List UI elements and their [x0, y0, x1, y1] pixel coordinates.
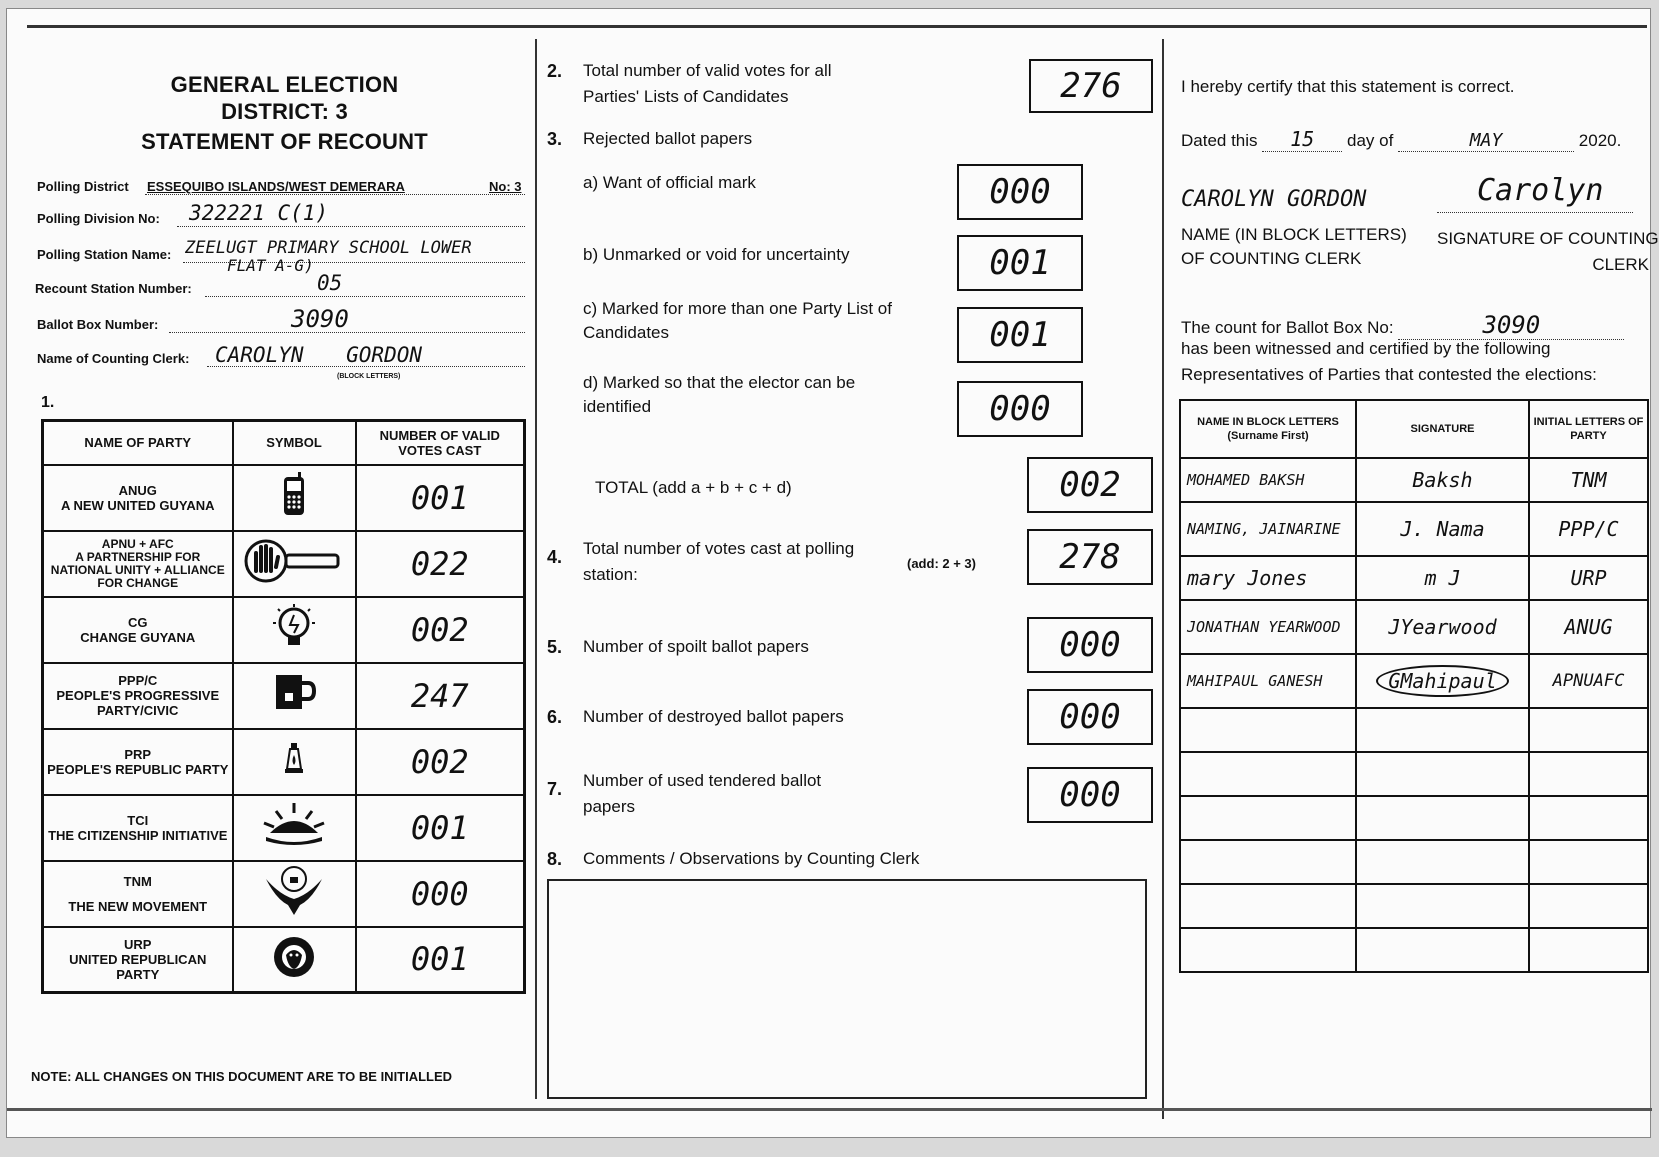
counting-clerk-value: CAROLYN GORDON: [215, 343, 423, 367]
empty-cell[interactable]: [1356, 752, 1529, 796]
name-label-2: OF COUNTING CLERK: [1181, 249, 1362, 268]
party-name-cell: [43, 795, 233, 861]
multiple-marks-box: 001: [957, 307, 1083, 363]
left-column: [35, 49, 532, 982]
dated-year: 2020.: [1578, 131, 1622, 150]
party-name-cell: [43, 927, 233, 993]
votes-cell: 247: [356, 663, 525, 729]
rep-party: PPP/C: [1529, 502, 1648, 556]
votes-cell: 001: [356, 795, 525, 861]
header-symbol: SYMBOL: [233, 421, 356, 465]
polling-station-value-1: ZEELUGT PRIMARY SCHOOL LOWER: [185, 238, 472, 258]
rep-signature: J. Nama: [1356, 502, 1529, 556]
empty-cell[interactable]: [1180, 928, 1356, 972]
counting-clerk-label: Name of Counting Clerk:: [37, 351, 190, 366]
item-5-number: 5.: [547, 637, 563, 657]
item-6-number: 6.: [547, 707, 563, 727]
item-3a-text: a) Want of official mark: [583, 173, 756, 192]
lightbulb-icon: [270, 603, 318, 651]
empty-cell[interactable]: [1529, 752, 1648, 796]
clerk-name-handwritten: CAROLYN GORDON: [1181, 187, 1367, 212]
item-7-number: 7.: [547, 779, 563, 799]
rep-signature: m J: [1356, 556, 1529, 600]
statement-of-recount-form: [6, 8, 1659, 1138]
empty-cell[interactable]: [1356, 796, 1529, 840]
rep-signature: [1356, 654, 1529, 708]
dated-day: 15: [1262, 127, 1342, 152]
empty-cell[interactable]: [1529, 928, 1648, 972]
party-abbr: PPP/C: [118, 673, 158, 688]
representatives-table: [1179, 399, 1649, 973]
rep-name: NAMING, JAINARINE: [1180, 502, 1356, 556]
table-row: [43, 597, 525, 663]
table-row: [43, 531, 525, 597]
dated-mid: day of: [1347, 131, 1394, 150]
rep-name: MAHIPAUL GANESH: [1180, 654, 1356, 708]
header-rep-party: INITIAL LETTERS OF PARTY: [1529, 400, 1648, 458]
table-row: [1180, 708, 1648, 752]
witness-line-2: Representatives of Parties that contested the elections:: [1181, 365, 1597, 384]
polling-district-label: Polling District: [37, 179, 129, 194]
count-box-value: 3090: [1398, 311, 1624, 340]
party-name-cell: [43, 531, 233, 597]
party-name-cell: [43, 663, 233, 729]
title-statement: STATEMENT OF RECOUNT: [141, 129, 428, 154]
rep-party: URP: [1529, 556, 1648, 600]
witness-line-1: has been witnessed and certified by the following: [1181, 339, 1551, 358]
symbol-cell: [233, 597, 356, 663]
ballot-box-label: Ballot Box Number:: [37, 317, 159, 332]
title-district: DISTRICT: 3: [221, 99, 348, 124]
sig-label-1: SIGNATURE OF COUNTING: [1437, 229, 1659, 248]
table-row: [1180, 928, 1648, 972]
dated-month: MAY: [1398, 130, 1574, 152]
lion-icon: [270, 933, 318, 981]
want-of-mark-box: 000: [957, 164, 1083, 220]
item-3d-text-2: identified: [583, 397, 652, 416]
table-row: [43, 861, 525, 927]
sig-label-2: CLERK: [1592, 255, 1649, 274]
hand-key-icon: [244, 537, 344, 585]
counting-clerk-field: [37, 343, 423, 380]
empty-cell[interactable]: [1180, 796, 1356, 840]
destroyed-ballots-box: 000: [1027, 689, 1153, 745]
header-rep-name: NAME IN BLOCK LETTERS (Surname First): [1180, 400, 1356, 458]
votes-cell: 000: [356, 861, 525, 927]
item-4-text-1: Total number of votes cast at polling: [583, 539, 855, 558]
party-abbr: TCI: [127, 812, 149, 828]
name-label-1: NAME (IN BLOCK LETTERS): [1181, 225, 1407, 244]
dated-line: [1181, 127, 1621, 152]
table-row: [43, 729, 525, 795]
item-4-number: 4.: [547, 547, 563, 567]
item-8-text: Comments / Observations by Counting Clerk: [583, 849, 920, 868]
table-row: [43, 795, 525, 861]
table-row: [1180, 458, 1648, 502]
section-1-number: 1.: [41, 394, 55, 411]
table-row: [1180, 600, 1648, 654]
item-7-text-2: papers: [583, 797, 635, 816]
sunrise-icon: [262, 801, 326, 849]
empty-cell[interactable]: [1529, 796, 1648, 840]
party-abbr: ANUG: [118, 482, 157, 498]
party-name: PEOPLE'S REPUBLIC PARTY: [47, 761, 229, 777]
symbol-cell: [233, 465, 356, 531]
cellphone-icon: [270, 471, 318, 519]
eagle-icon: [262, 865, 326, 917]
polling-division-field: [37, 201, 329, 226]
polling-station-label: Polling Station Name:: [37, 247, 172, 262]
symbol-cell: [233, 663, 356, 729]
votes-cell: 022: [356, 531, 525, 597]
rep-signature: Baksh: [1356, 458, 1529, 502]
votes-cell: 002: [356, 597, 525, 663]
dated-pre: Dated this: [1181, 131, 1258, 150]
item-3-number: 3.: [547, 129, 563, 149]
item-7-text-1: Number of used tendered ballot: [583, 771, 822, 790]
item-2-text-2: Parties' Lists of Candidates: [583, 87, 789, 106]
table-row: [43, 927, 525, 993]
empty-cell[interactable]: [1180, 708, 1356, 752]
cup-icon: [270, 669, 318, 717]
rep-party: APNUAFC: [1529, 654, 1648, 708]
total-votes-cast-box: 278: [1027, 529, 1153, 585]
party-abbr: APNU + AFC: [101, 536, 174, 551]
rejected-total-box: 002: [1027, 457, 1153, 513]
party-name: A PARTNERSHIP FOR NATIONAL UNITY + ALLIANCE FOR CHANGE: [50, 549, 225, 590]
votes-cell: 001: [356, 927, 525, 993]
item-3d: [583, 371, 963, 419]
symbol-cell: [233, 795, 356, 861]
item-3c-text-2: Candidates: [583, 323, 670, 342]
item-6-text: Number of destroyed ballot papers: [583, 707, 844, 726]
empty-cell[interactable]: [1356, 840, 1529, 884]
symbol-cell: [233, 729, 356, 795]
party-name-cell: [43, 861, 233, 927]
changes-note: NOTE: ALL CHANGES ON THIS DOCUMENT ARE TO BE INITIALLED: [31, 1069, 453, 1084]
item-3c-text-1: c) Marked for more than one Party List of: [583, 299, 892, 318]
empty-cell[interactable]: [1180, 840, 1356, 884]
rejected-total-text: TOTAL (add a + b + c + d): [595, 478, 792, 497]
polling-division-value: 322221 C(1): [189, 201, 329, 225]
clerk-signature: Carolyn: [1477, 173, 1604, 208]
item-3d-text-1: d) Marked so that the elector can be: [583, 373, 856, 392]
item-2-number: 2.: [547, 61, 563, 81]
polling-district-field: [37, 179, 522, 194]
party-abbr: CG: [128, 614, 148, 630]
empty-cell[interactable]: [1529, 840, 1648, 884]
certify-text: I hereby certify that this statement is correct.: [1181, 77, 1515, 96]
tendered-ballots-box: 000: [1027, 767, 1153, 823]
symbol-cell: [233, 861, 356, 927]
polling-station-field: [37, 238, 472, 275]
ballot-box-value: 3090: [291, 305, 349, 333]
rep-name: JONATHAN YEARWOOD: [1180, 600, 1356, 654]
table-row: [1180, 654, 1648, 708]
empty-cell[interactable]: [1529, 884, 1648, 928]
party-name-cell: [43, 465, 233, 531]
party-name: UNITED REPUBLICAN PARTY: [69, 951, 207, 982]
clerk-signature-line: [1437, 173, 1633, 213]
middle-column: [547, 49, 1157, 1109]
party-name: PEOPLE'S PROGRESSIVE PARTY/CIVIC: [56, 688, 220, 718]
item-3c: [583, 297, 963, 345]
empty-cell[interactable]: [1356, 708, 1529, 752]
table-row: [1180, 502, 1648, 556]
column-divider-2: [1162, 39, 1164, 1119]
party-name-cell: [43, 729, 233, 795]
votes-cell: 002: [356, 729, 525, 795]
recount-station-label: Recount Station Number:: [35, 281, 192, 296]
table-row: [1180, 556, 1648, 600]
unmarked-void-box: 001: [957, 235, 1083, 291]
votes-cell: 001: [356, 465, 525, 531]
rep-party: TNM: [1529, 458, 1648, 502]
comments-box[interactable]: [547, 879, 1147, 1099]
count-line: [1181, 311, 1624, 340]
rep-name: mary Jones: [1180, 556, 1356, 600]
top-border: [27, 25, 1647, 28]
header-rep-signature: SIGNATURE: [1356, 400, 1529, 458]
empty-cell[interactable]: [1356, 884, 1529, 928]
rep-party: ANUG: [1529, 600, 1648, 654]
lamp-icon: [270, 735, 318, 783]
symbol-cell: [233, 927, 356, 993]
spoilt-ballots-box: 000: [1027, 617, 1153, 673]
column-divider-1: [535, 39, 537, 1099]
polling-district-value: ESSEQUIBO ISLANDS/WEST DEMERARA: [147, 179, 405, 194]
add-hint: (add: 2 + 3): [907, 556, 976, 571]
title-general-election: GENERAL ELECTION: [170, 72, 399, 97]
party-name: CHANGE GUYANA: [80, 629, 196, 645]
item-3b-text: b) Unmarked or void for uncertainty: [583, 245, 850, 264]
valid-votes-box: 276: [1029, 59, 1153, 113]
count-pre: The count for Ballot Box No:: [1181, 318, 1394, 337]
empty-cell[interactable]: [1180, 752, 1356, 796]
item-8-number: 8.: [547, 849, 563, 869]
party-abbr: URP: [124, 936, 152, 952]
header-party-name: NAME OF PARTY: [43, 421, 233, 465]
polling-district-no: No: 3: [489, 179, 522, 194]
party-name: A NEW UNITED GUYANA: [60, 497, 215, 513]
elector-identified-box: 000: [957, 381, 1083, 437]
polling-station-value-2: FLAT A-G): [227, 256, 314, 275]
party-abbr: TNM: [123, 873, 152, 889]
empty-cell[interactable]: [1356, 928, 1529, 972]
item-5-text: Number of spoilt ballot papers: [583, 637, 809, 656]
rep-name: MOHAMED BAKSH: [1180, 458, 1356, 502]
table-row: [1180, 796, 1648, 840]
item-2-text-1: Total number of valid votes for all: [583, 61, 832, 80]
block-letters-note: (BLOCK LETTERS): [337, 373, 401, 380]
table-row: [1180, 752, 1648, 796]
symbol-cell: [233, 531, 356, 597]
table-row: [43, 663, 525, 729]
table-row: [43, 465, 525, 531]
table-row: [1180, 840, 1648, 884]
recount-station-field: [35, 271, 343, 296]
empty-cell[interactable]: [1529, 708, 1648, 752]
empty-cell[interactable]: [1180, 884, 1356, 928]
recount-station-value: 05: [317, 271, 343, 295]
party-votes-table: [41, 419, 526, 994]
party-name: THE CITIZENSHIP INITIATIVE: [48, 827, 228, 843]
header-valid-votes: NUMBER OF VALID VOTES CAST: [356, 421, 525, 465]
polling-division-label: Polling Division No:: [37, 211, 160, 226]
item-4-text-2: station:: [583, 565, 638, 584]
party-name-cell: [43, 597, 233, 663]
party-abbr: PRP: [124, 746, 152, 762]
table-row: [1180, 884, 1648, 928]
ballot-box-field: [37, 305, 349, 333]
party-name: THE NEW MOVEMENT: [68, 898, 208, 914]
item-3-text: Rejected ballot papers: [583, 129, 753, 148]
rep-signature-text: GMahipaul: [1376, 665, 1508, 697]
rep-signature: JYearwood: [1356, 600, 1529, 654]
